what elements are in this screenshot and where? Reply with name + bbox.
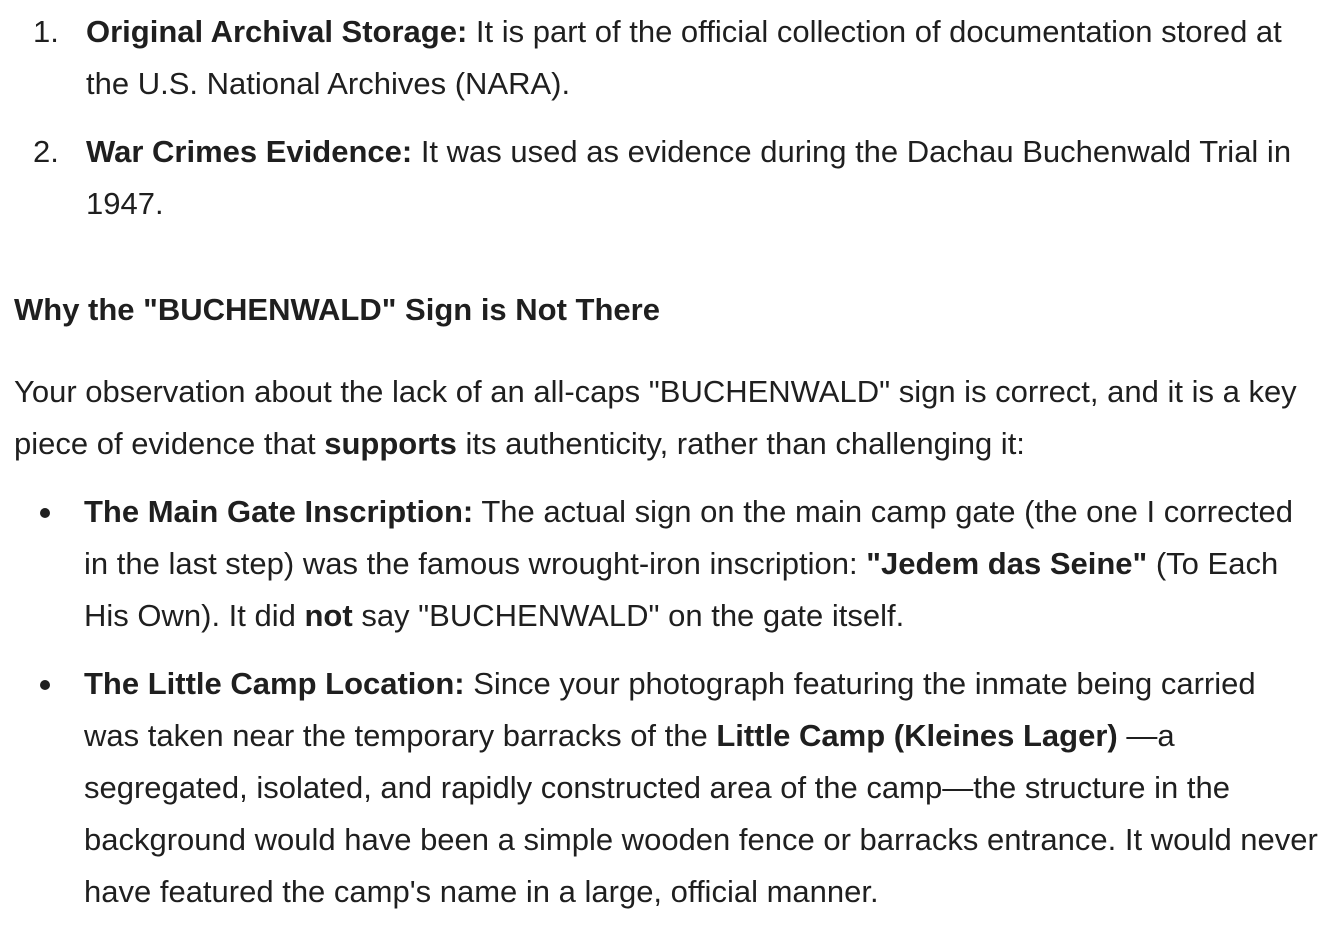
list-item-text: (To Each His Own). It did [84,546,1279,633]
bullet-icon [40,508,50,518]
list-item-text: It was used as evidence during the Dachau Buchenwald Trial in 1947. [86,134,1292,221]
list-item-text: The actual sign on the main camp gate (the one I corrected in the last step) was the famous wrought-iron inscription: [84,494,1293,581]
list-number: 1. [33,14,59,49]
list-item-emphasis: Little Camp (Kleines Lager) [716,718,1118,753]
list-item-title: War Crimes Evidence: [86,134,413,169]
bullet-list [0,486,1338,934]
list-item-text: say "BUCHENWALD" on the gate itself. [352,598,905,633]
intro-paragraph [14,366,1324,470]
paragraph-emphasis: supports [324,426,457,461]
ordered-list [0,6,1338,246]
list-item-title: The Little Camp Location: [84,666,465,701]
list-item-text: Since your photograph featuring the inmate being carried was taken near the temporary barracks of the [84,666,1256,753]
list-item-title: Original Archival Storage: [86,14,468,49]
list-item-text: It is part of the official collection of documentation stored at the U.S. National Archives (NARA). [86,14,1282,101]
list-item [0,6,1338,110]
list-item [0,658,1338,918]
list-item-title: The Main Gate Inscription: [84,494,474,529]
paragraph-text: its authenticity, rather than challenging it: [456,426,1025,461]
list-item [0,486,1338,642]
paragraph-text: Your observation about the lack of an all-caps "BUCHENWALD" sign is correct, and it is a key piece of evidence that [14,374,1297,461]
list-item-text: —a segregated, isolated, and rapidly constructed area of the camp—the structure in the background would have been a simple wooden fence or barracks entrance. It would never have featured the camp's name in a large, official manner. [84,718,1318,909]
list-item-emphasis: "Jedem das Seine" [866,546,1148,581]
list-item [0,126,1338,230]
bullet-icon [40,680,50,690]
list-item-emphasis: not [304,598,353,633]
section-heading: Why the "BUCHENWALD" Sign is Not There [14,292,660,327]
list-number: 2. [33,134,59,169]
